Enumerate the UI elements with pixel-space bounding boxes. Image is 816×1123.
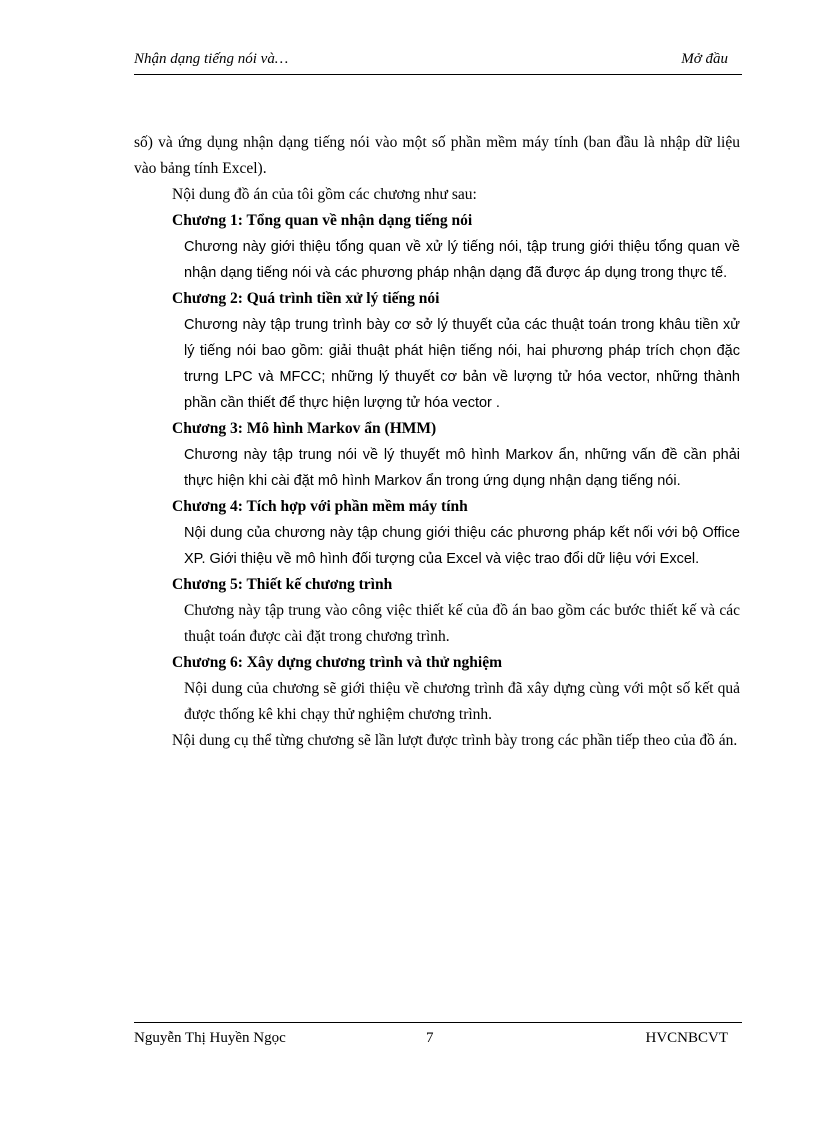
footer-page-number: 7 bbox=[426, 1030, 434, 1046]
footer-author: Nguyễn Thị Huyền Ngọc bbox=[134, 1030, 286, 1046]
chapter-3-title: Chương 3: Mô hình Markov ẩn (HMM) bbox=[172, 420, 437, 437]
chapter-5-title: Chương 5: Thiết kế chương trình bbox=[172, 576, 393, 593]
page-footer bbox=[134, 1022, 742, 1047]
closing-paragraph: Nội dung cụ thể từng chương sẽ lần lượt được trình bày trong các phần tiếp theo của đồ án. bbox=[172, 732, 738, 749]
intro-paragraph: số) và ứng dụng nhận dạng tiếng nói vào một số phần mềm máy tính (ban đầu là nhập dữ liệu vào bảng tính Excel). bbox=[134, 134, 740, 177]
chapter-2-title: Chương 2: Quá trình tiền xử lý tiếng nói bbox=[172, 290, 440, 307]
chapter-1-description: Chương này giới thiệu tổng quan về xử lý tiếng nói, tập trung giới thiệu tổng quan về nhận dạng tiếng nói và các phương pháp nhận dạng đã được áp dụng trong thực tế. bbox=[184, 239, 740, 281]
page-header bbox=[134, 46, 742, 75]
chapter-2-description: Chương này tập trung trình bày cơ sở lý thuyết của các thuật toán trong khâu tiền xử lý tiếng nói bao gồm: giải thuật phát hiện tiếng nói, hai phương pháp trích chọn đặc trưng LPC và MFCC; những lý thuyết cơ bản về lượng tử hóa vector, những thành phần cần thiết để thực hiện lượng tử hóa vector . bbox=[184, 317, 740, 411]
header-section-title: Mở đầu bbox=[681, 51, 728, 67]
chapter-3-description: Chương này tập trung nói về lý thuyết mô hình Markov ẩn, những vấn đề cần phải thực hiện khi cài đặt mô hình Markov ẩn trong ứng dụng nhận dạng tiếng nói. bbox=[184, 447, 740, 489]
overview-paragraph: Nội dung đồ án của tôi gồm các chương như sau: bbox=[172, 186, 477, 203]
chapter-5-description: Chương này tập trung vào công việc thiết kế của đồ án bao gồm các bước thiết kế và các thuật toán được cài đặt trong chương trình. bbox=[184, 602, 740, 645]
chapter-4-description: Nội dung của chương này tập chung giới thiệu các phương pháp kết nối với bộ Office XP. Giới thiệu về mô hình đối tượng của Excel và việc trao đổi dữ liệu với Excel. bbox=[184, 525, 740, 567]
chapter-1-title: Chương 1: Tổng quan về nhận dạng tiếng nói bbox=[172, 212, 473, 229]
chapter-4-title: Chương 4: Tích hợp với phần mềm máy tính bbox=[172, 498, 468, 515]
chapter-6-title: Chương 6: Xây dựng chương trình và thử nghiệm bbox=[172, 654, 502, 671]
chapter-6-description: Nội dung của chương sẽ giới thiệu về chương trình đã xây dựng cùng với một số kết quả được thống kê khi chạy thử nghiệm chương trình. bbox=[184, 680, 740, 723]
header-document-title: Nhận dạng tiếng nói và… bbox=[134, 51, 289, 67]
footer-institution: HVCNBCVT bbox=[645, 1030, 728, 1046]
page-body bbox=[134, 130, 740, 754]
